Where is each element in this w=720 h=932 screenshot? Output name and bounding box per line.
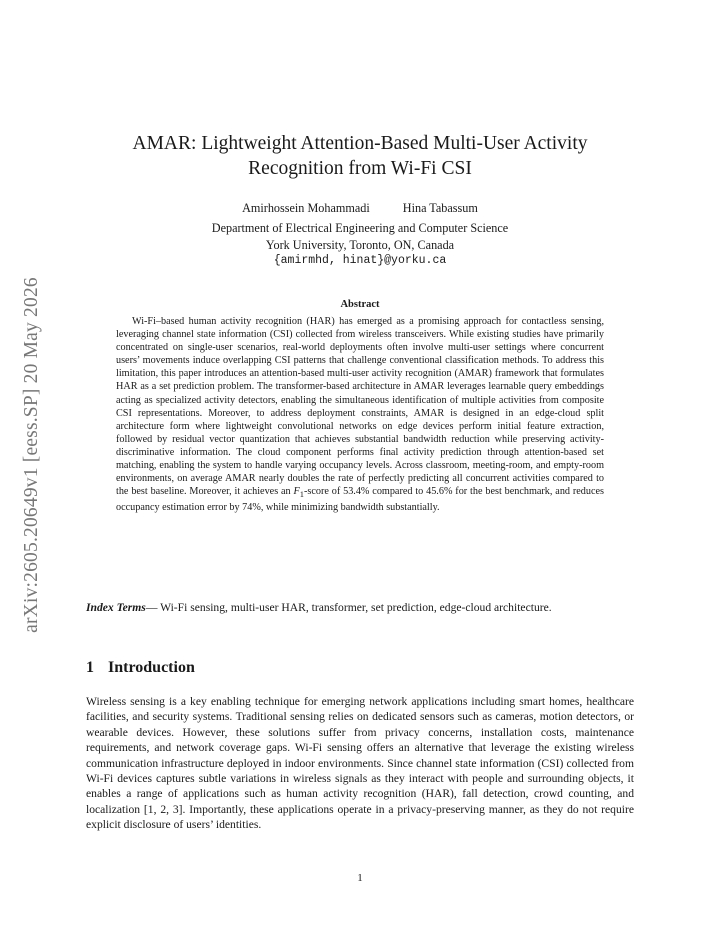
arxiv-identifier [12, 250, 52, 660]
index-terms [86, 600, 634, 615]
paper-title: AMAR: Lightweight Attention-Based Multi-User Activity Recognition from Wi-Fi CSI [132, 133, 588, 179]
index-terms-text: Wi-Fi sensing, multi-user HAR, transformer, set prediction, edge-cloud architecture. [160, 601, 552, 614]
section-number: 1 [86, 659, 94, 676]
f1-subscript: 1 [299, 489, 304, 500]
index-terms-separator: — [145, 601, 161, 614]
department: Department of Electrical Engineering and Computer Science [211, 221, 509, 235]
author-email: {amirmhd, hinat}@yorku.ca [273, 254, 447, 267]
university: York University, Toronto, ON, Canada [265, 237, 455, 252]
arxiv-identifier-text: arXiv:2605.20649v1 [eess.SP] 20 May 2026 [21, 277, 43, 633]
abstract-heading: Abstract [340, 299, 380, 310]
abstract-text [116, 315, 604, 514]
abstract-text-part1: Wi-Fi–based human activity recognition (HAR) has emerged as a promising approach for contactless sensing, leveraging channel state information (CSI) collected from wireless transceivers. While existing studies have primarily concentrated on single-user scenarios, real-world deployments often involve multi-user settings where concurrent users’ movements induce overlapping CSI patterns that challenge conventional classification methods. To address this limitation, this paper introduces an attention-based multi-user activity recognition (AMAR) framework that formulates HAR as a set prediction problem. The transformer-based architecture in AMAR leverages learnable query embeddings acting as specialized activity detectors, enabling the simultaneous identification of multiple activities from composite CSI representations. Moreover, to address deployment constraints, AMAR is designed in an edge-cloud split architecture form where lightweight convolutional networks on edge devices perform initial feature extraction, followed by residual vector quantization that achieves substantial bandwidth reduction while preserving activity-discriminative information. The cloud component performs final activity prediction through attention-based set matching, enabling the system to handle varying occupancy levels. Across classroom, meeting-room, and empty-room environments, on average AMAR nearly doubles the rate of perfectly predicting all concurrent activities compared to the best baseline. Moreover, it achieves an [116, 316, 604, 498]
f1-symbol: F [293, 486, 300, 498]
page-number: 1 [357, 872, 363, 884]
section-title: Introduction [108, 659, 195, 676]
author-list [100, 201, 620, 216]
section-heading [86, 659, 195, 677]
affiliation [100, 220, 620, 270]
introduction-paragraph: Wireless sensing is a key enabling technique for emerging network applications including smart homes, healthcare facilities, and security systems. Traditional sensing relies on dedicated sensors such as cameras, motion detectors, or wearable devices. However, these solutions suffer from privacy concerns, installation costs, maintenance requirements, and network coverage gaps. Wi-Fi sensing offers an alternative that leverage the existing wireless communication infrastructure deployed in indoor environments. Since channel state information (CSI) collected from Wi-Fi devices captures subtle variations in wireless signals as they interact with people and surrounding objects, it enables a range of applications such as human activity recognition (HAR), fall detection, crowd counting, and localization [1, 2, 3]. Importantly, these applications operate in a privacy-preserving manner, as they do not require explicit disclosure of users’ identities. [86, 695, 634, 832]
index-terms-label: Index Terms [86, 601, 146, 614]
author-name: Amirhossein Mohammadi [242, 201, 370, 215]
author-name: Hina Tabassum [402, 201, 478, 215]
abstract-text-part2: -score of 53.4% compared to 45.6% for the best benchmark, and reduces occupancy estimation error by 74%, while minimizing bandwidth substantially. [116, 486, 604, 514]
